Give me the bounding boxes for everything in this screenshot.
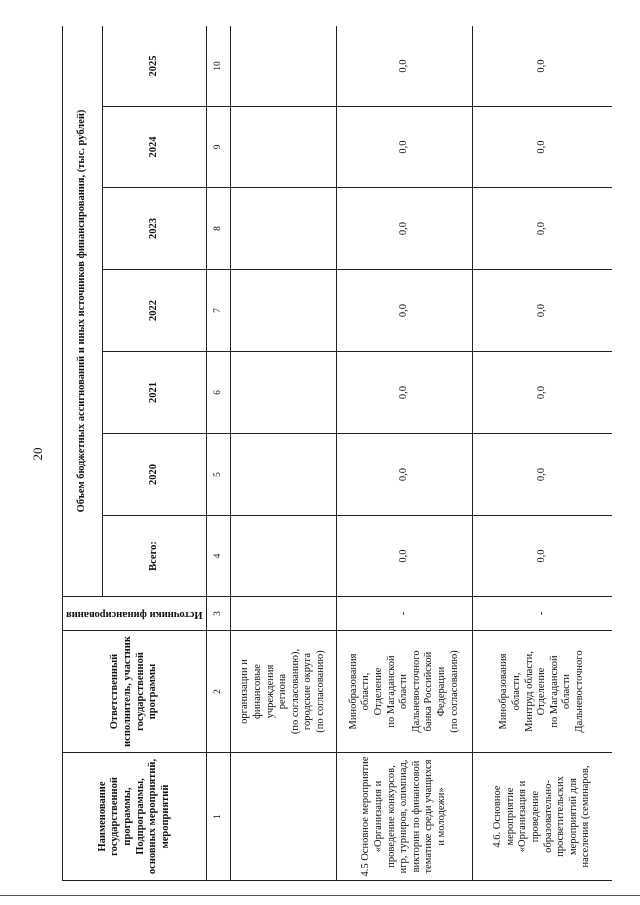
- page-number: 20: [30, 447, 45, 461]
- row-value: 0,0: [473, 352, 613, 434]
- header-name: Наименование государственной программы, Подпрограммы, основных мероприятий, мероприятий: [63, 753, 207, 881]
- row-source: -: [337, 597, 473, 631]
- row-value: 0,0: [337, 26, 473, 107]
- row-value: 0,0: [337, 434, 473, 516]
- row-value: [231, 352, 337, 434]
- row-value: 0,0: [473, 270, 613, 352]
- row-value: [231, 188, 337, 270]
- row-name: 4.6. Основное мероприятие «Организация и проведение образовательно-просветительских мероприятий для населения (семинаров,: [473, 753, 613, 881]
- row-value: [231, 434, 337, 516]
- header-executor: Ответственный исполнитель, участник государственной программы: [63, 631, 207, 753]
- row-executor: Минобразования области, Минтруд области, Отделение по Магаданской области Дальневосточного: [473, 631, 613, 753]
- row-name: 4.5 Основное мероприятие «Организация и проведение конкурсов, игр, турниров, олимпиад, викторин по финансовой тематике среди учащихся и молодежи»: [337, 753, 473, 881]
- row-value: 0,0: [473, 26, 613, 107]
- column-number: 5: [207, 434, 231, 516]
- header-year: 2022: [103, 270, 207, 352]
- row-value: [231, 26, 337, 107]
- column-number: 3: [207, 597, 231, 631]
- row-executor: организации и финансовые учреждения региона (по согласованию), городские округа (по согласованию): [231, 631, 337, 753]
- header-volume: Объем бюджетных ассигнований и иных источников финансирования, (тыс. рублей): [63, 26, 103, 597]
- header-year: 2020: [103, 434, 207, 516]
- table-row: [231, 26, 337, 881]
- row-total: 0,0: [337, 516, 473, 597]
- row-executor: Минобразования области, Отделение по Магаданской области Дальневосточного банка Российской Федерации (по согласованию): [337, 631, 473, 753]
- header-year: 2023: [103, 188, 207, 270]
- row-total: [231, 516, 337, 597]
- row-value: [231, 107, 337, 188]
- row-value: 0,0: [337, 188, 473, 270]
- column-number: 2: [207, 631, 231, 753]
- column-number: 4: [207, 516, 231, 597]
- column-number: 10: [207, 26, 231, 107]
- column-number: 1: [207, 753, 231, 881]
- row-value: 0,0: [473, 434, 613, 516]
- row-value: 0,0: [473, 107, 613, 188]
- row-value: 0,0: [337, 270, 473, 352]
- header-total: Всего:: [103, 516, 207, 597]
- header-source: Источники финансирования: [66, 608, 203, 620]
- rotated-table-wrapper: [62, 26, 612, 881]
- row-source: -: [473, 597, 613, 631]
- header-year: 2021: [103, 352, 207, 434]
- row-name: [231, 753, 337, 881]
- row-value: 0,0: [337, 107, 473, 188]
- rotated-table-area: [62, 26, 612, 881]
- bottom-divider: [0, 895, 640, 896]
- header-year: 2024: [103, 107, 207, 188]
- table-row: [337, 26, 473, 881]
- column-number: 9: [207, 107, 231, 188]
- financing-table: [62, 26, 612, 881]
- row-source: [231, 597, 337, 631]
- header-source-cell: [63, 597, 207, 631]
- row-value: 0,0: [473, 188, 613, 270]
- column-number: 7: [207, 270, 231, 352]
- row-value: 0,0: [337, 352, 473, 434]
- table-row: [473, 26, 613, 881]
- column-number: 6: [207, 352, 231, 434]
- row-total: 0,0: [473, 516, 613, 597]
- row-value: [231, 270, 337, 352]
- column-number: 8: [207, 188, 231, 270]
- header-year: 2025: [103, 26, 207, 107]
